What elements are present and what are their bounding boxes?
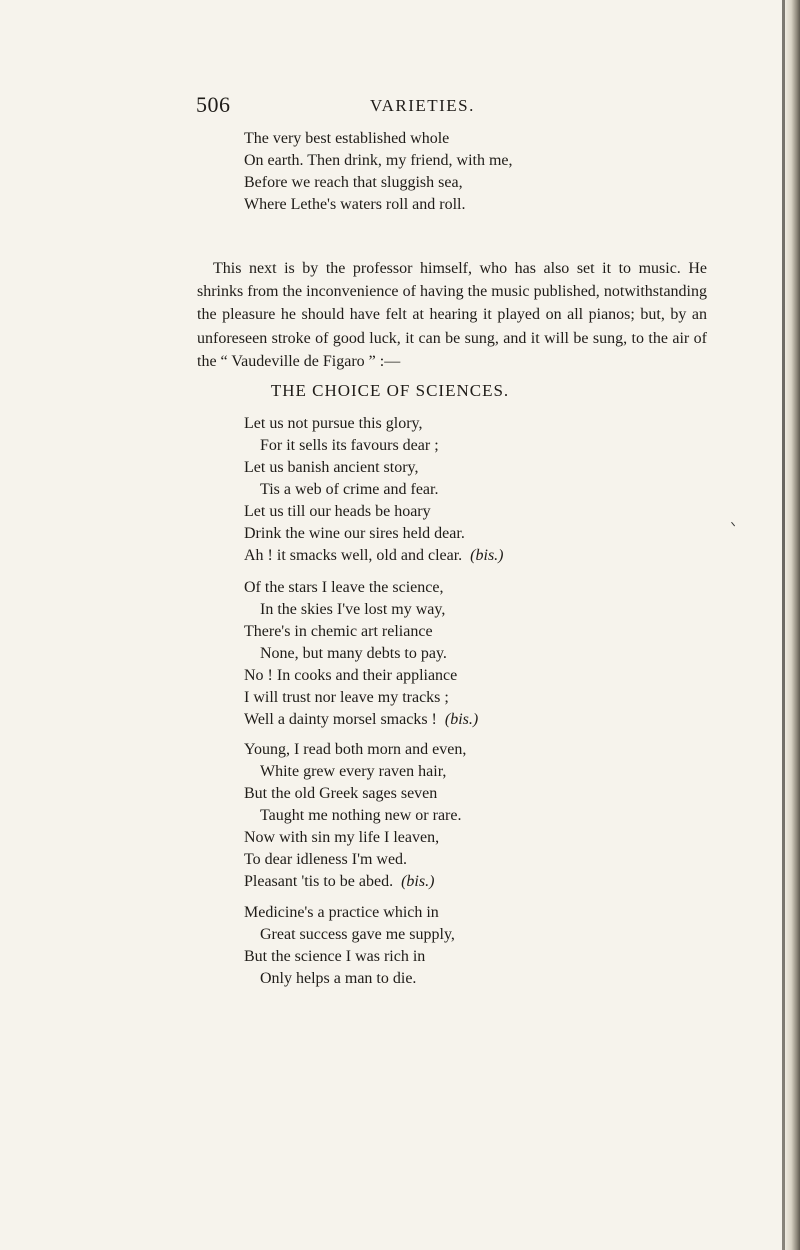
bis-mark: (bis.) (470, 547, 504, 564)
verse-line-refrain: Well a dainty morsel smacks ! (bis.) (244, 711, 479, 728)
verse-line: There's in chemic art reliance (244, 623, 433, 640)
verse-line-refrain: Pleasant 'tis to be abed. (bis.) (244, 873, 435, 890)
prose-paragraph (197, 257, 707, 373)
verse-line: Taught me nothing new or rare. (260, 807, 462, 824)
verse-line: Drink the wine our sires held dear. (244, 525, 465, 542)
verse-line: To dear idleness I'm wed. (244, 851, 408, 868)
verse-line: Where Lethe's waters roll and roll. (244, 196, 466, 213)
verse-line: Let us till our heads be hoary (244, 503, 431, 520)
stanza-2 (244, 577, 478, 731)
verse-line: Medicine's a practice which in (244, 904, 439, 921)
song-title: THE CHOICE OF SCIENCES. (270, 381, 510, 400)
paragraph-text: This next is by the professor himself, who has also set it to music. He shrinks from the inconvenience of having the music published, notwithstanding the pleasure he should have felt at hearing it played on all pianos; but, by an unforeseen stroke of good luck, it can be sung, and it will be sung, to the air of the “ Vaudeville de Figaro ” :— (197, 260, 707, 370)
page-edge-shadow (784, 0, 800, 1250)
page-header (0, 92, 800, 122)
verse-line: In the skies I've lost my way, (260, 601, 446, 618)
verse-line: White grew every raven hair, (260, 763, 447, 780)
verse-line: But the science I was rich in (244, 948, 426, 965)
verse-line: But the old Greek sages seven (244, 785, 438, 802)
verse-line: Let us banish ancient story, (244, 459, 419, 476)
stanza-3 (244, 739, 466, 893)
verse-line: The very best established whole (244, 130, 450, 147)
page-number: 506 (196, 92, 231, 117)
verse-line: Only helps a man to die. (260, 970, 417, 987)
verse-line: Tis a web of crime and fear. (260, 481, 439, 498)
verse-line: On earth. Then drink, my friend, with me, (244, 152, 513, 169)
verse-line: Great success gave me supply, (260, 926, 455, 943)
verse-line: Let us not pursue this glory, (244, 415, 423, 432)
stanza-4 (244, 902, 455, 990)
verse-line: None, but many debts to pay. (260, 645, 447, 662)
verse-line: For it sells its favours dear ; (260, 437, 439, 454)
verse-line: Now with sin my life I leaven, (244, 829, 440, 846)
verse-line: Before we reach that sluggish sea, (244, 174, 463, 191)
running-head: VARIETIES. (370, 96, 475, 115)
verse-line: Of the stars I leave the science, (244, 579, 444, 596)
verse-line-refrain: Ah ! it smacks well, old and clear. (bis.) (244, 547, 504, 564)
binding-edge (782, 0, 785, 1250)
stray-ink-mark (731, 519, 739, 527)
bis-mark: (bis.) (401, 873, 435, 890)
verse-line: I will trust nor leave my tracks ; (244, 689, 449, 706)
bis-mark: (bis.) (444, 711, 479, 728)
verse-line: No ! In cooks and their appliance (244, 667, 458, 684)
verse-line: Young, I read both morn and even, (244, 741, 467, 758)
stanza-1 (244, 413, 504, 567)
opening-verse (244, 128, 513, 216)
